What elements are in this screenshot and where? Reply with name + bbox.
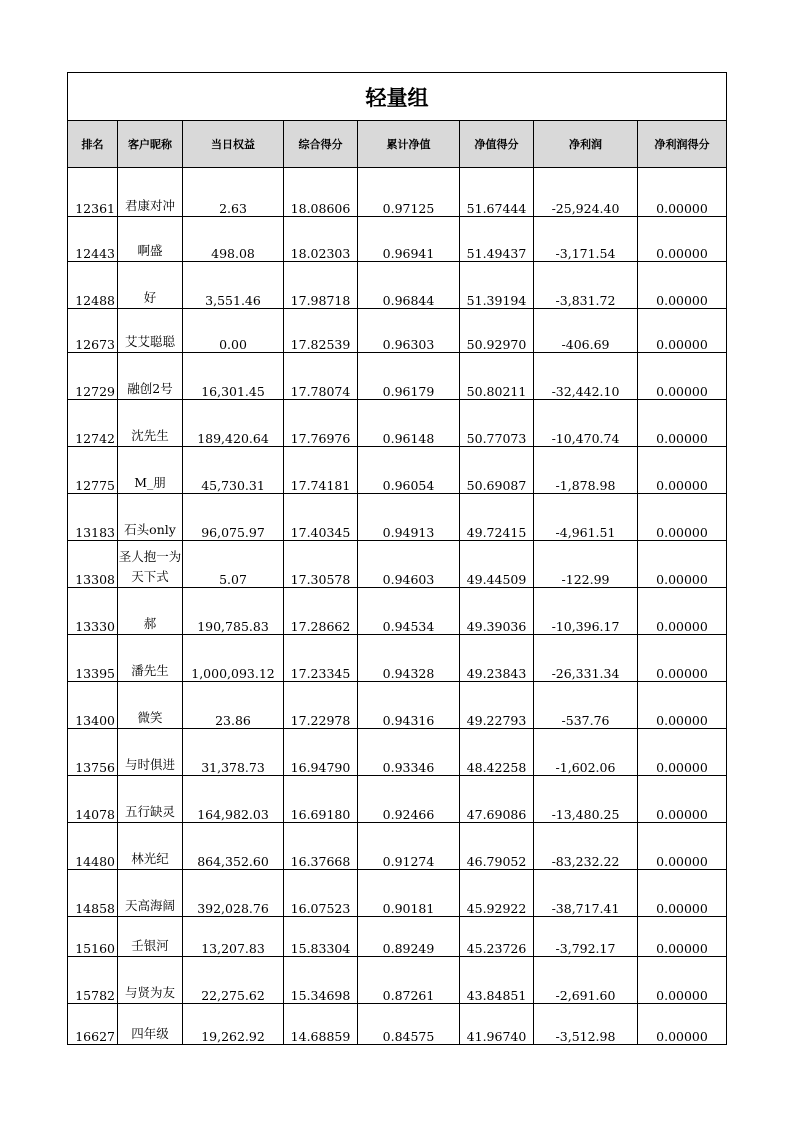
table-row xyxy=(68,870,727,917)
net-profit-score-cell: 0.00000 xyxy=(638,541,727,588)
header-nav-score: 净值得分 xyxy=(460,121,534,168)
nav-score-cell: 48.42258 xyxy=(460,729,534,776)
total-score-cell: 15.83304 xyxy=(284,917,358,957)
total-score-cell: 17.22978 xyxy=(284,682,358,729)
equity-cell: 1,000,093.12 xyxy=(183,635,284,682)
equity-cell: 5.07 xyxy=(183,541,284,588)
nav-score-cell: 41.96740 xyxy=(460,1004,534,1045)
nav-score-cell: 45.23726 xyxy=(460,917,534,957)
cumulative-nav-cell: 0.92466 xyxy=(358,776,460,823)
total-score-cell: 18.02303 xyxy=(284,217,358,262)
net-profit-score-cell: 0.00000 xyxy=(638,400,727,447)
nickname-cell: 石头only xyxy=(118,494,183,541)
net-profit-cell: -10,396.17 xyxy=(534,588,638,635)
equity-cell: 96,075.97 xyxy=(183,494,284,541)
cumulative-nav-cell: 0.89249 xyxy=(358,917,460,957)
total-score-cell: 17.30578 xyxy=(284,541,358,588)
nickname-cell: 微笑 xyxy=(118,682,183,729)
equity-cell: 498.08 xyxy=(183,217,284,262)
net-profit-score-cell: 0.00000 xyxy=(638,217,727,262)
nickname-cell: 圣人抱一为天下式 xyxy=(118,541,183,588)
equity-cell: 22,275.62 xyxy=(183,957,284,1004)
net-profit-cell: -2,691.60 xyxy=(534,957,638,1004)
rank-cell: 12361 xyxy=(68,168,118,217)
total-score-cell: 17.82539 xyxy=(284,309,358,353)
rank-cell: 14858 xyxy=(68,870,118,917)
rank-cell: 14078 xyxy=(68,776,118,823)
rank-cell: 15160 xyxy=(68,917,118,957)
rank-cell: 12443 xyxy=(68,217,118,262)
cumulative-nav-cell: 0.93346 xyxy=(358,729,460,776)
table-row xyxy=(68,635,727,682)
table-row xyxy=(68,729,727,776)
table-row xyxy=(68,494,727,541)
cumulative-nav-cell: 0.96179 xyxy=(358,353,460,400)
rank-cell: 13183 xyxy=(68,494,118,541)
nickname-cell: 壬银河 xyxy=(118,917,183,957)
total-score-cell: 17.98718 xyxy=(284,262,358,309)
rank-cell: 12742 xyxy=(68,400,118,447)
table-row xyxy=(68,1004,727,1045)
total-score-cell: 17.74181 xyxy=(284,447,358,494)
nickname-cell: 天高海阔 xyxy=(118,870,183,917)
equity-cell: 189,420.64 xyxy=(183,400,284,447)
total-score-cell: 16.37668 xyxy=(284,823,358,870)
table-row xyxy=(68,309,727,353)
net-profit-cell: -1,602.06 xyxy=(534,729,638,776)
total-score-cell: 16.07523 xyxy=(284,870,358,917)
rank-cell: 12729 xyxy=(68,353,118,400)
rank-cell: 13330 xyxy=(68,588,118,635)
nickname-cell: 融创2号 xyxy=(118,353,183,400)
net-profit-cell: -25,924.40 xyxy=(534,168,638,217)
total-score-cell: 16.69180 xyxy=(284,776,358,823)
rank-cell: 12775 xyxy=(68,447,118,494)
header-row xyxy=(68,121,727,168)
cumulative-nav-cell: 0.97125 xyxy=(358,168,460,217)
nav-score-cell: 51.67444 xyxy=(460,168,534,217)
nickname-cell: 啊盛 xyxy=(118,217,183,262)
equity-cell: 864,352.60 xyxy=(183,823,284,870)
equity-cell: 16,301.45 xyxy=(183,353,284,400)
cumulative-nav-cell: 0.96844 xyxy=(358,262,460,309)
net-profit-cell: -83,232.22 xyxy=(534,823,638,870)
header-nickname: 客户昵称 xyxy=(118,121,183,168)
cumulative-nav-cell: 0.96054 xyxy=(358,447,460,494)
nav-score-cell: 50.92970 xyxy=(460,309,534,353)
net-profit-score-cell: 0.00000 xyxy=(638,823,727,870)
table-row xyxy=(68,262,727,309)
net-profit-cell: -3,831.72 xyxy=(534,262,638,309)
rank-cell: 13308 xyxy=(68,541,118,588)
equity-cell: 190,785.83 xyxy=(183,588,284,635)
net-profit-cell: -32,442.10 xyxy=(534,353,638,400)
table-row xyxy=(68,588,727,635)
table-row xyxy=(68,447,727,494)
nav-score-cell: 49.23843 xyxy=(460,635,534,682)
net-profit-score-cell: 0.00000 xyxy=(638,635,727,682)
rank-cell: 13400 xyxy=(68,682,118,729)
nav-score-cell: 43.84851 xyxy=(460,957,534,1004)
net-profit-score-cell: 0.00000 xyxy=(638,729,727,776)
cumulative-nav-cell: 0.94316 xyxy=(358,682,460,729)
net-profit-score-cell: 0.00000 xyxy=(638,309,727,353)
nav-score-cell: 51.39194 xyxy=(460,262,534,309)
nav-score-cell: 49.44509 xyxy=(460,541,534,588)
table-row xyxy=(68,682,727,729)
total-score-cell: 17.23345 xyxy=(284,635,358,682)
nav-score-cell: 45.92922 xyxy=(460,870,534,917)
cumulative-nav-cell: 0.94534 xyxy=(358,588,460,635)
nickname-cell: 五行缺灵 xyxy=(118,776,183,823)
equity-cell: 164,982.03 xyxy=(183,776,284,823)
net-profit-score-cell: 0.00000 xyxy=(638,168,727,217)
header-equity: 当日权益 xyxy=(183,121,284,168)
nav-score-cell: 49.72415 xyxy=(460,494,534,541)
equity-cell: 2.63 xyxy=(183,168,284,217)
table-row xyxy=(68,917,727,957)
net-profit-score-cell: 0.00000 xyxy=(638,588,727,635)
cumulative-nav-cell: 0.87261 xyxy=(358,957,460,1004)
net-profit-cell: -10,470.74 xyxy=(534,400,638,447)
rank-cell: 13395 xyxy=(68,635,118,682)
equity-cell: 13,207.83 xyxy=(183,917,284,957)
net-profit-score-cell: 0.00000 xyxy=(638,494,727,541)
nav-score-cell: 51.49437 xyxy=(460,217,534,262)
cumulative-nav-cell: 0.90181 xyxy=(358,870,460,917)
cumulative-nav-cell: 0.84575 xyxy=(358,1004,460,1045)
total-score-cell: 16.94790 xyxy=(284,729,358,776)
header-cumulative-nav: 累计净值 xyxy=(358,121,460,168)
cumulative-nav-cell: 0.94328 xyxy=(358,635,460,682)
net-profit-score-cell: 0.00000 xyxy=(638,870,727,917)
nickname-cell: 四年级 xyxy=(118,1004,183,1045)
rank-cell: 14480 xyxy=(68,823,118,870)
equity-cell: 392,028.76 xyxy=(183,870,284,917)
net-profit-cell: -4,961.51 xyxy=(534,494,638,541)
net-profit-score-cell: 0.00000 xyxy=(638,1004,727,1045)
nickname-cell: M_朋 xyxy=(118,447,183,494)
equity-cell: 31,378.73 xyxy=(183,729,284,776)
nickname-cell: 郝 xyxy=(118,588,183,635)
cumulative-nav-cell: 0.96941 xyxy=(358,217,460,262)
table-row xyxy=(68,776,727,823)
equity-cell: 19,262.92 xyxy=(183,1004,284,1045)
rank-cell: 15782 xyxy=(68,957,118,1004)
rank-cell: 13756 xyxy=(68,729,118,776)
equity-cell: 23.86 xyxy=(183,682,284,729)
table-row xyxy=(68,400,727,447)
nav-score-cell: 50.69087 xyxy=(460,447,534,494)
nickname-cell: 艾艾聪聪 xyxy=(118,309,183,353)
table-row xyxy=(68,168,727,217)
table-row xyxy=(68,823,727,870)
net-profit-score-cell: 0.00000 xyxy=(638,776,727,823)
net-profit-cell: -3,512.98 xyxy=(534,1004,638,1045)
net-profit-score-cell: 0.00000 xyxy=(638,682,727,729)
total-score-cell: 18.08606 xyxy=(284,168,358,217)
cumulative-nav-cell: 0.94603 xyxy=(358,541,460,588)
nav-score-cell: 47.69086 xyxy=(460,776,534,823)
nickname-cell: 潘先生 xyxy=(118,635,183,682)
table-title: 轻量组 xyxy=(68,73,727,121)
equity-cell: 3,551.46 xyxy=(183,262,284,309)
header-net-profit-score: 净利润得分 xyxy=(638,121,727,168)
total-score-cell: 14.68859 xyxy=(284,1004,358,1045)
nav-score-cell: 49.22793 xyxy=(460,682,534,729)
equity-cell: 45,730.31 xyxy=(183,447,284,494)
table-row xyxy=(68,541,727,588)
net-profit-cell: -122.99 xyxy=(534,541,638,588)
net-profit-cell: -26,331.34 xyxy=(534,635,638,682)
rank-cell: 16627 xyxy=(68,1004,118,1045)
nickname-cell: 林光纪 xyxy=(118,823,183,870)
cumulative-nav-cell: 0.91274 xyxy=(358,823,460,870)
equity-cell: 0.00 xyxy=(183,309,284,353)
table-row xyxy=(68,957,727,1004)
net-profit-cell: -1,878.98 xyxy=(534,447,638,494)
header-total-score: 综合得分 xyxy=(284,121,358,168)
nickname-cell: 沈先生 xyxy=(118,400,183,447)
total-score-cell: 17.28662 xyxy=(284,588,358,635)
net-profit-score-cell: 0.00000 xyxy=(638,917,727,957)
net-profit-cell: -38,717.41 xyxy=(534,870,638,917)
net-profit-score-cell: 0.00000 xyxy=(638,262,727,309)
rank-cell: 12673 xyxy=(68,309,118,353)
nickname-cell: 好 xyxy=(118,262,183,309)
table-body xyxy=(68,168,727,1045)
nickname-cell: 与贤为友 xyxy=(118,957,183,1004)
nav-score-cell: 50.80211 xyxy=(460,353,534,400)
net-profit-cell: -13,480.25 xyxy=(534,776,638,823)
rank-cell: 12488 xyxy=(68,262,118,309)
net-profit-cell: -406.69 xyxy=(534,309,638,353)
table-row xyxy=(68,217,727,262)
ranking-table xyxy=(67,72,727,1045)
table-row xyxy=(68,353,727,400)
net-profit-cell: -3,792.17 xyxy=(534,917,638,957)
header-net-profit: 净利润 xyxy=(534,121,638,168)
nav-score-cell: 49.39036 xyxy=(460,588,534,635)
net-profit-score-cell: 0.00000 xyxy=(638,957,727,1004)
total-score-cell: 17.76976 xyxy=(284,400,358,447)
net-profit-cell: -3,171.54 xyxy=(534,217,638,262)
cumulative-nav-cell: 0.96303 xyxy=(358,309,460,353)
nav-score-cell: 50.77073 xyxy=(460,400,534,447)
nickname-cell: 君康对冲 xyxy=(118,168,183,217)
total-score-cell: 15.34698 xyxy=(284,957,358,1004)
header-rank: 排名 xyxy=(68,121,118,168)
cumulative-nav-cell: 0.94913 xyxy=(358,494,460,541)
net-profit-score-cell: 0.00000 xyxy=(638,447,727,494)
net-profit-cell: -537.76 xyxy=(534,682,638,729)
nickname-cell: 与时俱进 xyxy=(118,729,183,776)
total-score-cell: 17.78074 xyxy=(284,353,358,400)
total-score-cell: 17.40345 xyxy=(284,494,358,541)
nav-score-cell: 46.79052 xyxy=(460,823,534,870)
cumulative-nav-cell: 0.96148 xyxy=(358,400,460,447)
net-profit-score-cell: 0.00000 xyxy=(638,353,727,400)
